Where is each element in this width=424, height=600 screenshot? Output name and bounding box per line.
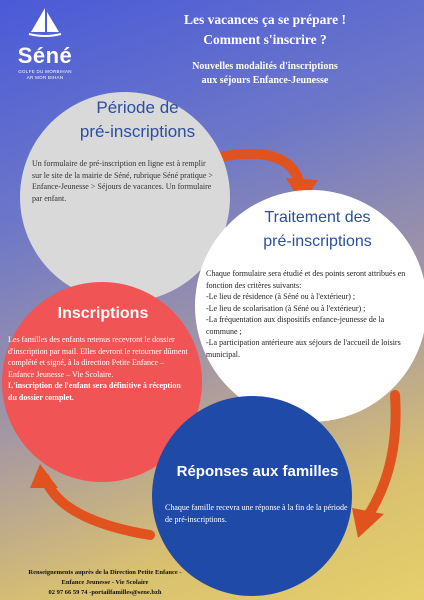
criterion-1: -Le lieu de résidence (à Séné ou à l'extérieur) ; [206,292,356,301]
arrowhead-2-icon [352,508,384,538]
traitement-title-line-1: Traitement des [264,209,371,226]
subtitle-line-2: aux séjours Enfance-Jeunesse [201,75,329,86]
traitement-intro: Chaque formulaire sera étudié et des points seront attribués en fonction des critères suivants: [206,269,406,290]
footer-line-2: Enfance Jeunesse - Vie Scolaire [61,579,149,586]
inscriptions-bold-note: L'inscription de l'enfant sera définitive à réception du dossier complet. [8,381,181,402]
contact-footer [0,568,210,598]
inscriptions-text [8,334,188,403]
title-line-2: Comment s'inscrire ? [203,32,327,47]
traitement-title [240,206,395,254]
subtitle-line-1: Nouvelles modalités d'inscriptions [192,61,338,72]
inscriptions-title: Inscriptions [57,305,149,322]
page-title [150,10,380,50]
reponses-text: Chaque famille recevra une réponse à la fin de la période de pré-inscriptions. [165,503,348,524]
arrow-3-icon [45,478,150,535]
pre-inscription-text: Un formulaire de pré-inscription en ligne est à remplir sur le site de la mairie de Séné, rubrique Séné pratique > Enfance-Jeunesse > Séjours de vacances. Un formulaire par enfant. [32,159,213,203]
reponses-circle [152,396,352,596]
pre-title-line-2: pré-inscriptions [79,122,196,141]
logo-tagline-2: AR MOR BIHAN [26,75,64,80]
criterion-4: -La participation antérieure aux séjours de l'accueil de loisirs municipal. [206,338,401,359]
pre-title-line-1: Période de [96,98,179,117]
traitement-title-line-2: pré-inscriptions [263,233,372,250]
traitement-text [206,268,416,360]
reponses-title: Réponses aux familles [176,463,339,480]
sene-logo [6,6,84,80]
arrow-2-icon [365,395,396,520]
criterion-2: -Le lieu de scolarisation (à Séné ou à l'extérieur) ; [206,303,366,313]
footer-line-1: Renseignements auprès de la Direction Petite Enfance - [28,569,182,576]
footer-contact: 02 97 66 59 74 -portailfamilles@sene.bzh [48,589,162,596]
logo-name: Séné [17,43,73,68]
pre-inscription-title [50,96,225,144]
sailboat-icon [27,6,63,40]
title-line-1: Les vacances ça se prépare ! [183,12,347,27]
logo-tagline-1: GOLFE DU MORBIHAN [18,69,72,74]
page-subtitle [150,60,380,88]
inscriptions-body: Les familles des enfants retenus recevront le dossier d'inscription par mail. Elles devront le retourner dûment complété et signé, à la direction Petite Enfance – Enfance Jeunesse – Vie Scolaire. [8,335,188,379]
criterion-3: -La fréquentation aux dispositifs enfance-jeunesse de la commune ; [206,315,385,336]
